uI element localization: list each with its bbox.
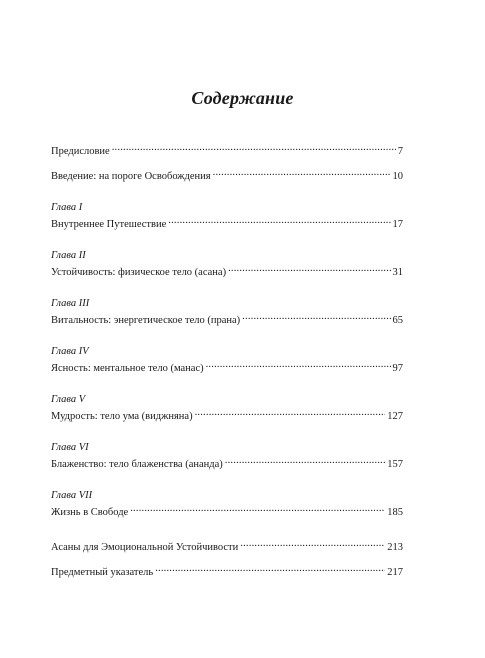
toc-entry-chapter-6[interactable] (51, 454, 403, 470)
dot-leader (213, 166, 391, 179)
toc-entry-label: Введение: на пороге Освобождения (51, 171, 211, 182)
toc-entry-label: Мудрость: тело ума (виджняна) (51, 411, 193, 422)
toc-entry-preface[interactable] (51, 141, 403, 157)
toc-entry-label: Устойчивость: физическое тело (асана) (51, 267, 227, 278)
chapter-heading: Глава I (51, 202, 83, 213)
toc-entry-page: 10 (392, 171, 403, 182)
page-title: Содержание (191, 88, 294, 108)
dot-leader (168, 214, 390, 227)
dot-leader (240, 537, 385, 550)
dot-leader (225, 454, 385, 467)
chapter-heading: Глава VI (51, 442, 89, 453)
chapter-heading: Глава III (51, 298, 90, 309)
toc-entry-label: Предисловие (51, 146, 110, 157)
toc-entry-page: 185 (387, 507, 403, 518)
toc-entry-page: 31 (392, 267, 403, 278)
toc-entry-page: 217 (387, 567, 403, 578)
toc-entry-label: Внутреннее Путешествие (51, 219, 167, 230)
toc-entry-page: 7 (397, 146, 403, 157)
toc-entry-label: Ясность: ментальное тело (манас) (51, 363, 204, 374)
toc-entry-chapter-7[interactable] (51, 502, 403, 518)
toc-entry-page: 97 (392, 363, 403, 374)
dot-leader (112, 141, 396, 154)
toc-entry-label: Блаженство: тело блаженства (ананда) (51, 459, 223, 470)
toc-entry-label: Витальность: энергетическое тело (прана) (51, 315, 241, 326)
toc-entry-chapter-5[interactable] (51, 406, 403, 422)
dot-leader (206, 358, 391, 371)
toc-entry-index[interactable] (51, 562, 403, 578)
toc-entry-asanas[interactable] (51, 537, 403, 553)
chapter-heading: Глава V (51, 394, 86, 405)
chapter-heading: Глава II (51, 250, 86, 261)
chapter-heading: Глава VII (51, 490, 93, 501)
toc-entry-page: 65 (392, 315, 403, 326)
toc-entry-page: 213 (387, 542, 403, 553)
dot-leader (242, 310, 390, 323)
dot-leader (228, 262, 390, 275)
toc-entry-label: Асаны для Эмоциональной Устойчивости (51, 542, 239, 553)
table-of-contents (51, 141, 403, 578)
toc-entry-chapter-2[interactable] (51, 262, 403, 278)
toc-entry-page: 157 (387, 459, 403, 470)
toc-entry-page: 17 (392, 219, 403, 230)
dot-leader (155, 562, 385, 575)
toc-entry-chapter-4[interactable] (51, 358, 403, 374)
toc-entry-introduction[interactable] (51, 166, 403, 182)
toc-entry-page: 127 (387, 411, 403, 422)
toc-entry-chapter-3[interactable] (51, 310, 403, 326)
chapter-heading: Глава IV (51, 346, 89, 357)
toc-entry-chapter-1[interactable] (51, 214, 403, 230)
toc-entry-label: Предметный указатель (51, 567, 154, 578)
toc-entry-label: Жизнь в Свободе (51, 507, 129, 518)
dot-leader (195, 406, 386, 419)
dot-leader (130, 502, 385, 515)
